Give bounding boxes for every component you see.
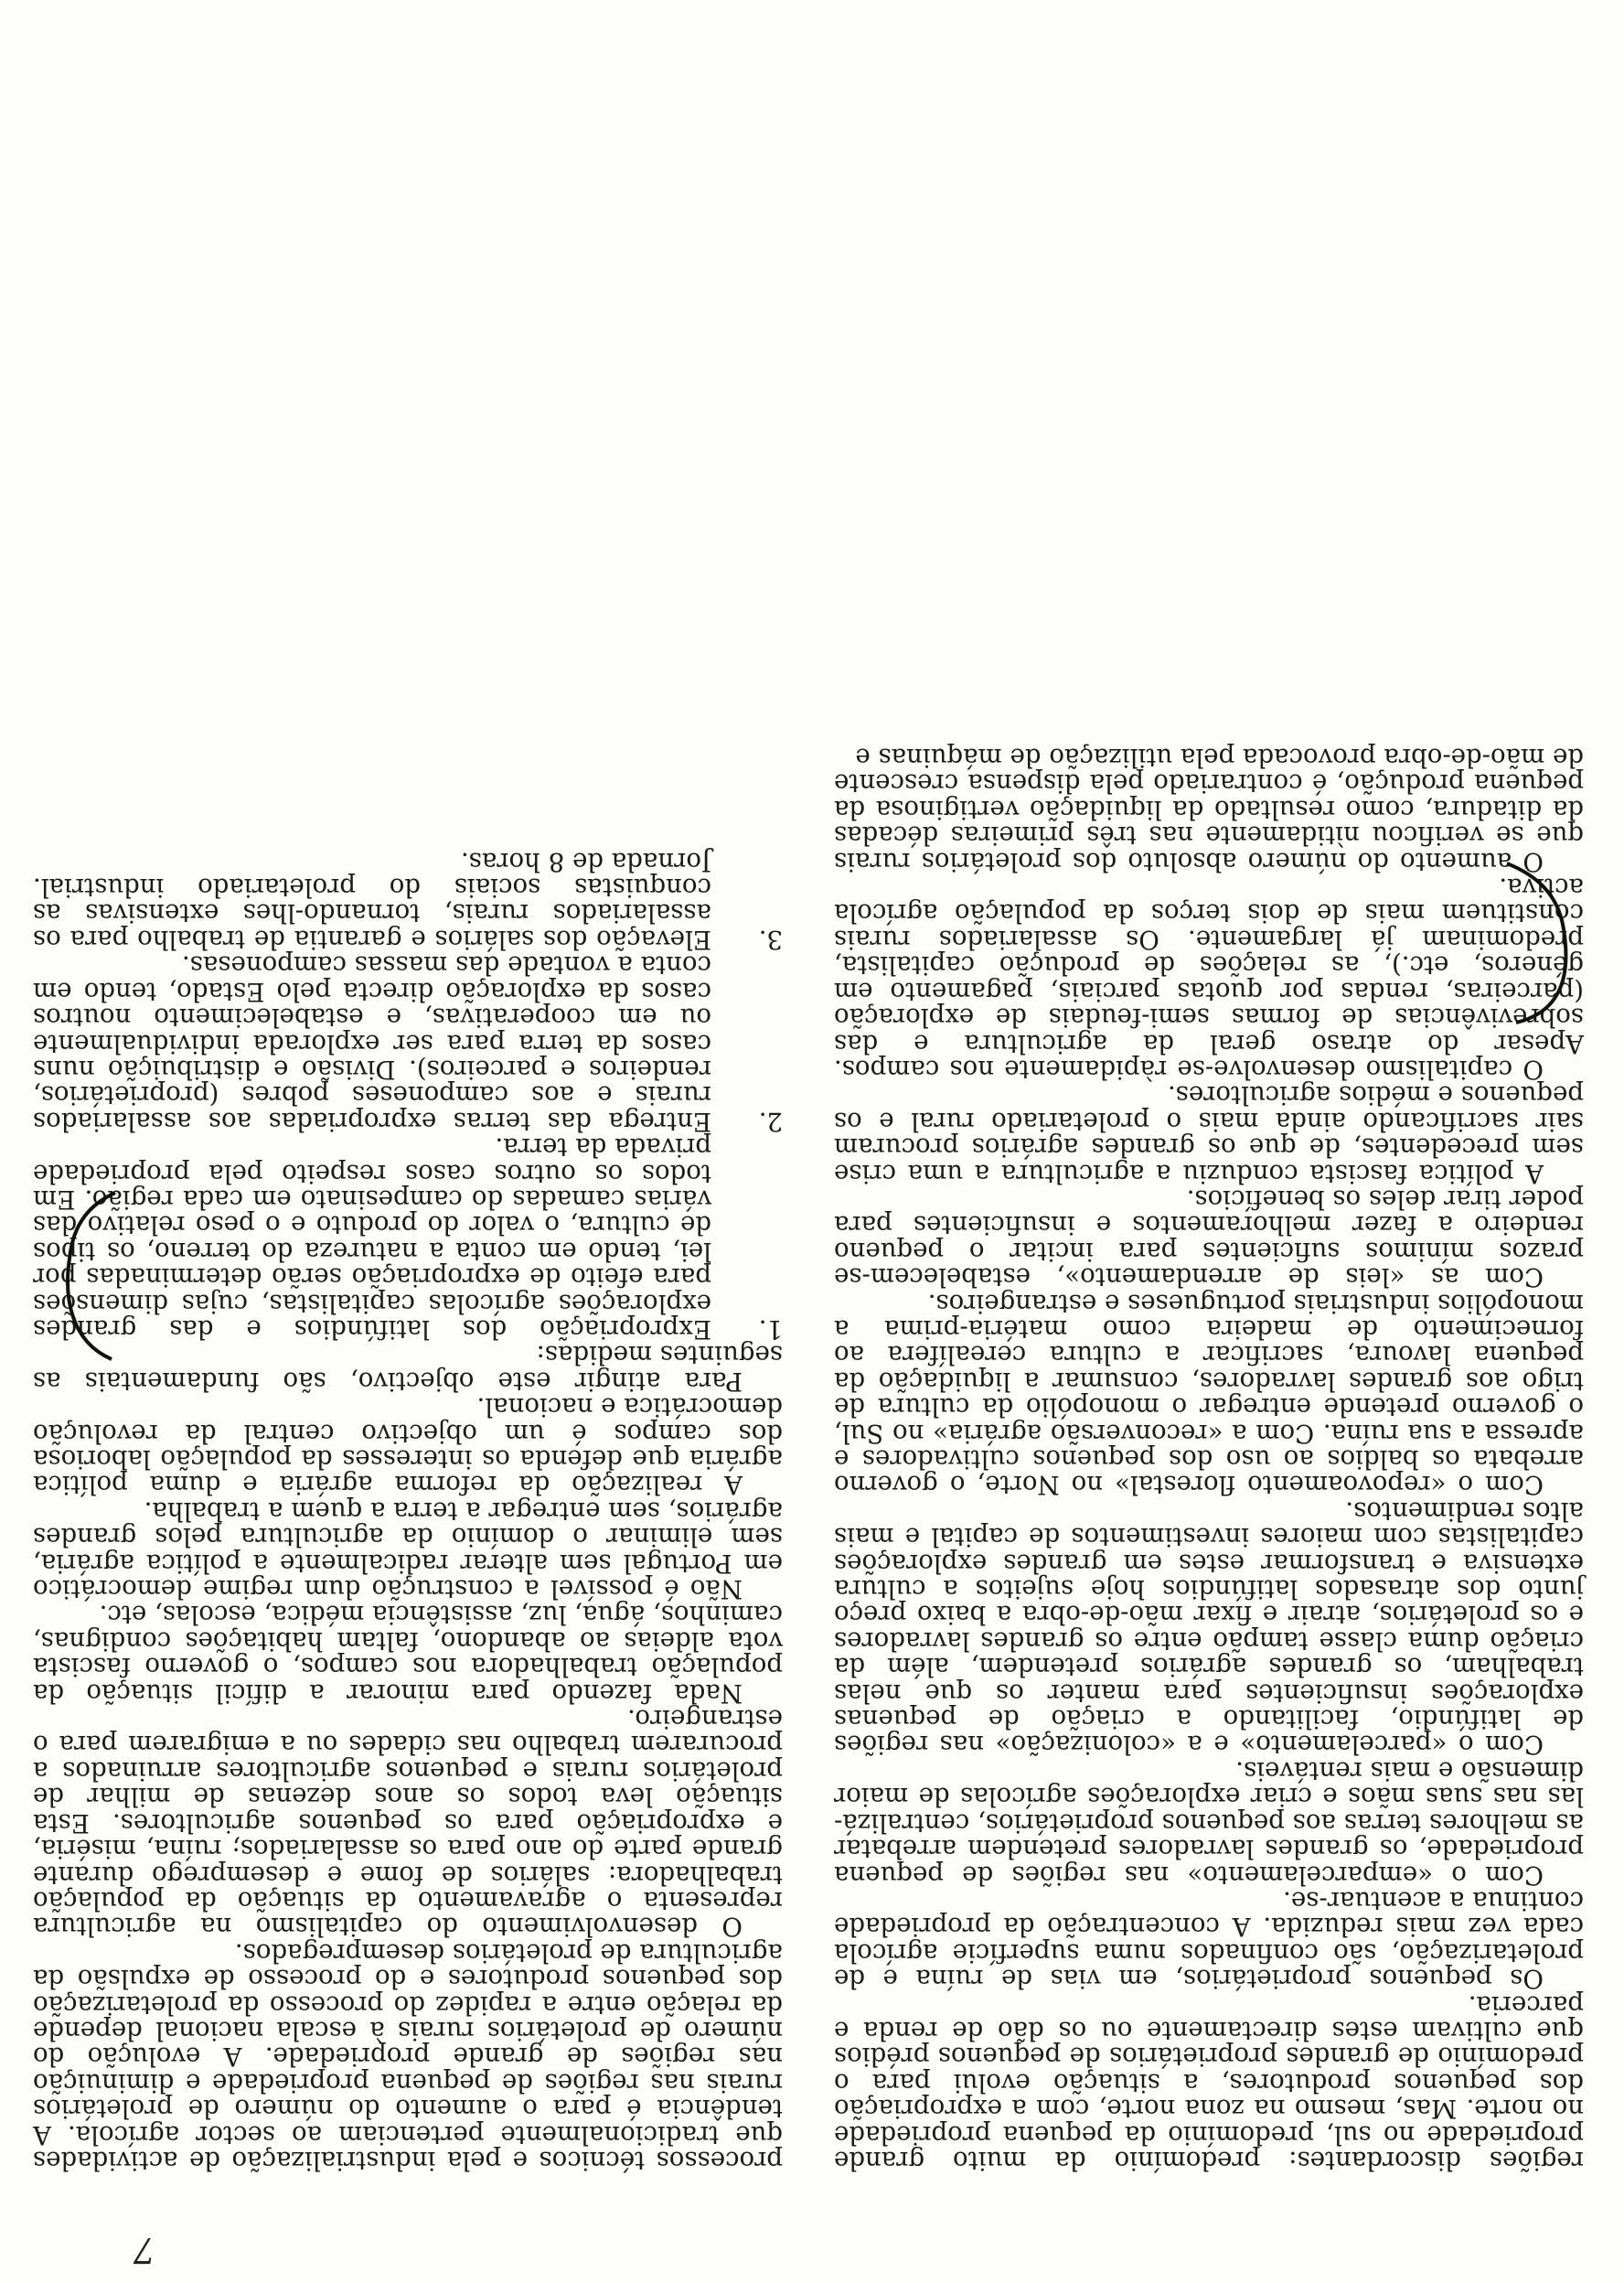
paragraph xyxy=(834,1186,1584,1291)
paragraph-text: Não é possível a construção dum regime democrático em Portugal sem alterar radicalmente a política agrária, sem eliminar o domínio da agricultura pelos grandes agrários, sem entregar a terra a quem a trabalha. xyxy=(33,1495,783,1605)
paragraph xyxy=(33,1704,783,1943)
paragraph xyxy=(834,1755,1584,1891)
paragraph-text: Com as «leis de arrendamento», estabelecem-se prazos mínimos suficientes para incitar o pequeno rendeiro a fazer melhoramentos e insuficientes para poder tirar deles os benefícios. xyxy=(834,1184,1584,1293)
paragraph-text: Nada fazendo para minorar a difícil situação da população trabalhadora nos campos, o governo fascista vota aldeias ao abandono, faltam habitações condignas, caminhos, água, luz, assistência médica, escolas, etc. xyxy=(33,1600,783,1709)
paragraph-text: Com o «emparcelamento» nas regiões de pequena propriedade, os grandes lavradores pretendem arrebatar as melhores terras aos pequenos proprietários, centralizá-las nas suas mãos e criar explorações agrícolas de maior dimensão e mais rentáveis. xyxy=(834,1755,1584,1891)
paragraph-text: Com o «repovoamento florestal» no Norte, o governo arrebata os baldios ao uso dos pequenos cultivadores e apressa a sua ruína. Com a «reconversão agrária» no Sul, o governo pretende entregar o monopólio da cultura de trigo aos grandes lavradores, consumar a liquidação da pequena lavoura, sacrificar a cultura cerealífera ao fornecimento de madeira como matéria-prima a monopólios industriais portugueses e estrangeiros. xyxy=(834,1288,1584,1501)
paragraph xyxy=(33,1495,783,1605)
paragraph-text: processos técnicos e pela industrialização de actividades que tradicionalmente pertenciam ao sector agrícola. A tendência é para o aumento do número de proletários rurais nas regiões de pequena propriedade e diminuição nas regiões de grande propriedade. A evolução do número de proletários rurais à escala nacional depende da relação entre a rapidez do processo da proletarização dos pequenos produtores e do processo de expulsão da agricultura de proletários desempregados. xyxy=(33,1937,783,2176)
paragraph-text: Para atingir este objectivo, são fundamentais as seguintes medidas: xyxy=(33,1340,783,1397)
paragraph xyxy=(33,1600,783,1709)
list-number: 3. xyxy=(758,924,783,955)
paragraph xyxy=(33,950,783,1137)
paragraph-text: A política fascista conduziu a agricultura a uma crise sem precedentes, de que os grandes agrários procuram sair sacrificando ainda mais o proletariado rural e os pequenos e médios agricultores. xyxy=(834,1080,1584,1189)
paragraph xyxy=(33,1937,783,2176)
left-column xyxy=(834,743,1584,2176)
right-column xyxy=(33,846,783,2176)
paragraph-text: Os pequenos proprietários, em vias de ruína e de proletarização, são confinados numa superfície agrícola cada vez mais reduzida. A concentração da propriedade continua a acentuar-se. xyxy=(834,1885,1584,1995)
paragraph xyxy=(33,1340,783,1397)
paragraph xyxy=(33,1132,783,1345)
paragraph xyxy=(834,1989,1584,2176)
paragraph xyxy=(834,1495,1584,1761)
paragraph xyxy=(834,1885,1584,1995)
paragraph-text: Expropriação dos latifúndios e das grandes explorações agrícolas capitalistas, cujas dimensões para efeito de expropriação serão determinadas por lei, tendo em conta a natureza do terreno, os tipos de cultura, o valor do produto e o peso relativo das várias camadas do campesinato em cada região. Em todos os outros casos respeito pela propriedade privada da terra. xyxy=(33,1132,711,1345)
paragraph-text: regiões discordantes: predomínio da muito grande propriedade no sul, predomínio da pequena propriedade no norte. Mas, mesmo na zona norte, com a expropriação dos pequenos produtores, a situação evolui para o predomínio de grandes proprietários de pequenos prédios que cultivam estes directamente ou os dão de renda e parceria. xyxy=(834,1989,1584,2176)
paragraph xyxy=(33,846,783,955)
paragraph xyxy=(33,1392,783,1501)
paragraph-text: A realização da reforma agrária e duma política agrária que defenda os interesses da população laboriosa dos campos é um objectivo central da revolução democrática e nacional. xyxy=(33,1392,783,1501)
page-number: 7 xyxy=(133,2230,155,2270)
paragraph xyxy=(834,873,1584,1085)
paragraph-text: O aumento do número absoluto dos proletários rurais que se verificou nìtidamente nas três primeiras décadas da ditadura, como resultado da liquidação vertiginosa da pequena produção, é contrariado pela dispensa crescente de mão-de-obra provocada pela utilização de máquinas e xyxy=(834,743,1584,877)
paragraph xyxy=(834,743,1584,877)
paragraph xyxy=(834,1288,1584,1501)
paragraph xyxy=(834,1080,1584,1189)
paragraph-text: O capitalismo desenvolve-se ràpidamente nos campos. Apesar do atraso geral da agricultura e das sobrevivências de formas semi-feudais de exploração (parceiras, rendas por quotas parciais, pagamento em géneros, etc.), as relações de produção capitalista, predominam já largamente. Os assalariados rurais constituem mais de dois terços da população agrícola activa. xyxy=(834,873,1584,1085)
list-number: 1. xyxy=(758,1314,783,1345)
paragraph-text: Elevação dos salários e garantia de trabalho para os assalariados rurais, tornando-lhes extensivas as conquistas sociais do proletariado industrial. Jornada de 8 horas. xyxy=(33,846,711,955)
paragraph-text: Entrega das terras expropriadas aos assalariados rurais e aos camponeses pobres (proprietários, rendeiros e parceiros). Divisão e distribuição nuns casos da terra para ser explorada individualmente ou em cooperativas, e estabelecimento noutros casos da exploração directa pelo Estado, tendo em conta a vontade das massas camponesas. xyxy=(33,950,711,1137)
list-number: 2. xyxy=(758,1106,783,1137)
paragraph-text: O desenvolvimento do capitalismo na agricultura representa o agravamento da situação da população trabalhadora: salários de fome e desemprego durante grande parte do ano para os assalariados; ruína, miséria, e expropriação para os pequenos agricultores. Esta situação leva todos os anos dezenas de milhar de proletários rurais e pequenos agricultores arruinados a procurarem trabalho nas cidades ou a emigrarem para o estrangeiro. xyxy=(33,1704,783,1943)
paragraph-text: Com o «parcelamento» e a «colonização» nas regiões de latifúndio, facilitando a criação de pequenas explorações insuficientes para manter os que nelas trabalham, os grandes agrários pretendem, além da criação duma classe tampão entre os grandes lavradores e os proletários, atrair e fixar mão-de-obra a baixo preço junto dos atrasados latifúndios hoje sujeitos a cultura extensiva e transformar estes em grandes explorações capitalistas com maiores investimentos de capital e mais altos rendimentos. xyxy=(834,1495,1584,1761)
